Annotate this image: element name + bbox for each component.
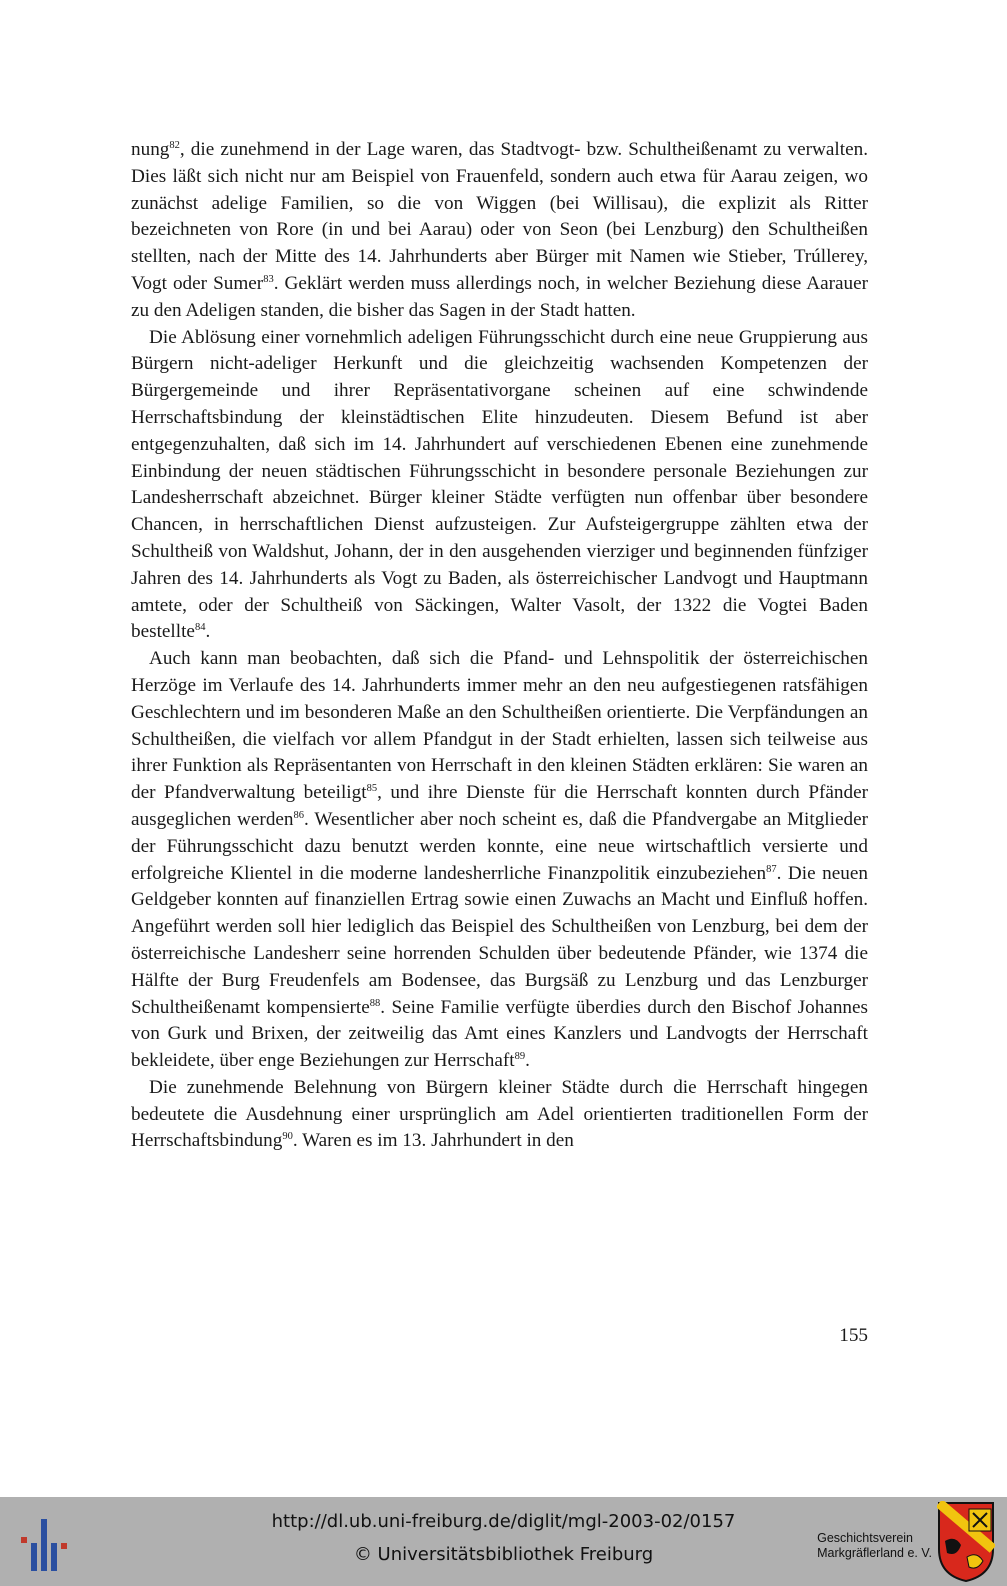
footer-organization (817, 1531, 932, 1561)
paragraph-text: Auch kann man beobachten, daß sich die Pfand- und Lehnspolitik der österreichischen Herzöge im Verlaufe des 14. Jahrhunderts immer mehr an den neu aufgestiegenen ratsfähigen Geschlechtern und im besonderen Maße an den Schultheißen orientierte. Die Verpfändungen an Schultheißen, die vielfach vor allem Pfandgut in der Stadt erhielten, lassen sich teilweise aus ihrer Funktion als Repräsentanten von Herrschaft in den kleinen Städten erklären: Sie waren an der Pfandverwaltung beteiligt (131, 648, 868, 804)
footnote-ref[interactable]: 84 (194, 622, 206, 634)
paragraph-text: . Seine Familie verfügte überdies durch den Bischof Johannes von Gurk und Brixen, der zeitweilig das Amt eines Kanzlers und Landvogts der Herrschaft bekleidete, über enge Beziehungen zur Herrschaft (131, 996, 868, 1072)
paragraph-text: . Die neuen Geldgeber konnten auf finanziellen Ertrag sowie einen Zuwachs an Macht und Einfluß hoffen. Angeführt werden soll hier lediglich das Beispiel des Schultheißen von Lenzburg, bei dem der österreichische Landesherr seine horrenden Schulden über bedeutende Pfänder, wie 1374 die Hälfte der Burg Freudenfels am Bodensee, das Burgsäß zu Lenzburg und das Lenzburger Schultheißenamt kompensierte (131, 862, 868, 1018)
paragraph (131, 1075, 868, 1155)
footnote-ref[interactable]: 86 (293, 809, 305, 821)
footnote-ref[interactable]: 90 (282, 1131, 293, 1143)
paragraph-text: Die zunehmende Belehnung von Bürgern kleiner Städte durch die Herrschaft hingegen bedeutete die Ausdehnung einer ursprünglich am Adel orientierten traditionellen Form der Herrschaftsbindung (131, 1076, 868, 1152)
paragraph-text: . Wesentlicher aber noch scheint es, daß die Pfandvergabe an Mitglieder der Führungsschicht dazu benutzt werden konnte, eine neue wirtschaftlich versierte und erfolgreiche Klientel in die moderne landesherrliche Finanzpolitik einzubeziehen (131, 808, 868, 884)
paragraph-text: Die Ablösung einer vornehmlich adeligen Führungsschicht durch eine neue Gruppierung aus Bürgern nicht-adeliger Herkunft und die gleichzeitig wachsenden Kompetenzen der Bürgergemeinde und ihrer Repräsentativorgane scheinen auf eine schwindende Herrschaftsbindung der kleinstädtischen Elite hinzudeuten. Diesem Befund ist aber entgegenzuhalten, daß sich im 14. Jahrhundert auf verschiedenen Ebenen eine zunehmende Einbindung der neuen städtischen Führungsschicht in besondere personale Beziehungen zur Landesherrschaft abzeichnet. Bürger kleiner Städte verfügten nun offenbar über besondere Chancen, in herrschaftlichen Dienst aufzusteigen. Zur Aufsteigergruppe zählten etwa der Schultheiß von Waldshut, Johann, der in den ausgehenden vierziger und beginnenden fünfziger Jahren des 14. Jahrhunderts als Vogt zu Baden, als österreichischer Landvogt und Hauptmann amtete, oder der Schultheiß von Säckingen, Walter Vasolt, der 1322 die Vogtei Baden bestellte (131, 326, 868, 643)
paragraph-text: . (205, 621, 211, 643)
paragraph (131, 137, 868, 325)
footnote-ref[interactable]: 85 (366, 783, 378, 795)
paragraph (131, 646, 868, 1075)
footnote-ref[interactable]: 82 (169, 140, 180, 151)
paragraph-text: , die zunehmend in der Lage waren, das Stadtvogt- bzw. Schultheißenamt zu verwalten. Dies läßt sich nicht nur am Beispiel von Frauenfeld, sondern auch etwa für Aarau zeigen, wo zunächst adelige Familien, so die von Wiggen (bei Willisau), die explizit als Ritter bezeichneten von Rore (in und bei Aarau) oder von Seon (bei Lenzburg) den Schultheißen stellten, nach der Mitte des 14. Jahrhunderts aber Bürger mit Namen wie Stieber, Trúllerey, Vogt oder Sumer (131, 139, 868, 294)
paragraph-text: nung (131, 139, 170, 160)
page-number: 155 (839, 1325, 868, 1346)
paragraph (131, 325, 868, 647)
footer-bar (0, 1497, 1007, 1586)
paragraph-text: . (525, 1050, 530, 1072)
footer-copyright: © Universitätsbibliothek Freiburg (353, 1544, 654, 1565)
paragraph-text: . Geklärt werden muss allerdings noch, in welcher Beziehung diese Aarauer zu den Adeligen standen, die bisher das Sagen in der Stadt hatten. (131, 272, 868, 321)
footnote-ref[interactable]: 89 (514, 1051, 526, 1063)
body-text (131, 137, 868, 1155)
paragraph-text: , und ihre Dienste für die Herrschaft konnten durch Pfänder ausgeglichen werden (131, 782, 868, 830)
footer-url-link[interactable]: http://dl.ub.uni-freiburg.de/diglit/mgl-2003-02/0157 (271, 1511, 736, 1532)
org-name-line1: Geschichtsverein (817, 1531, 913, 1545)
footnote-ref[interactable]: 88 (369, 997, 381, 1009)
paragraph-text: . Waren es im 13. Jahrhundert in den (292, 1130, 574, 1152)
org-name-line2: Markgräflerland e. V. (817, 1546, 932, 1560)
coat-of-arms-icon (937, 1501, 995, 1583)
footnote-ref[interactable]: 83 (263, 273, 274, 285)
footnote-ref[interactable]: 87 (766, 863, 777, 875)
